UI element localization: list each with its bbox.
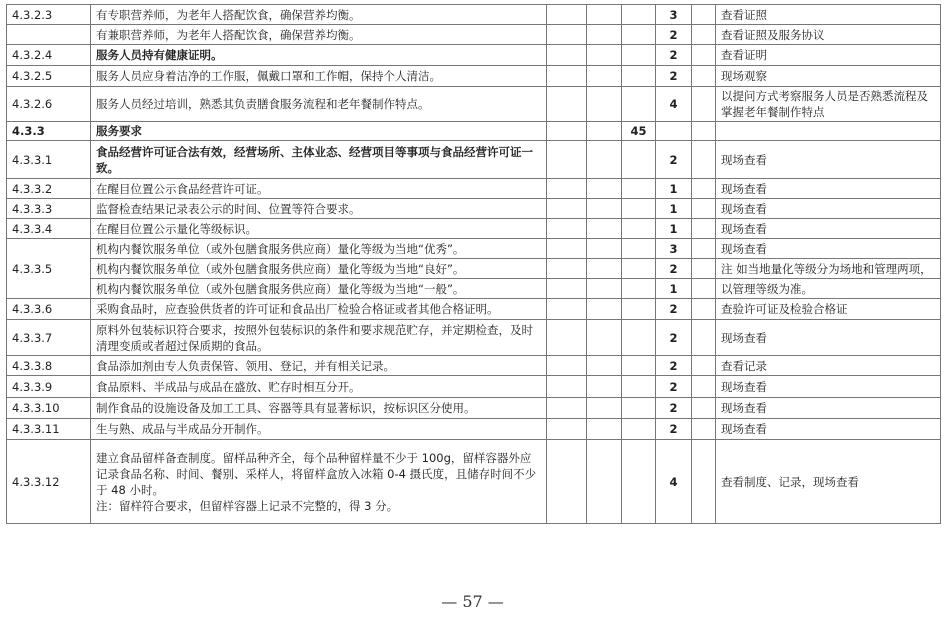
description-text: 服务人员持有健康证明。 xyxy=(96,48,223,62)
method-cell: 现场查看 xyxy=(716,239,941,259)
item-code: 4.3.3.5 xyxy=(7,239,91,299)
blank-cell xyxy=(587,199,622,219)
total-score-cell xyxy=(622,279,656,299)
method-cell: 现场查看 xyxy=(716,141,941,179)
blank-cell xyxy=(692,440,716,524)
scoring-table xyxy=(6,4,941,524)
total-score-cell xyxy=(622,45,656,66)
description-text: 食品经营许可证合法有效，经营场所、主体业态、经营项目等事项与食品经营许可证一致。 xyxy=(96,144,533,175)
blank-cell xyxy=(587,66,622,87)
method-cell: 查看证明 xyxy=(716,45,941,66)
total-score-cell xyxy=(622,87,656,122)
method-cell: 现场查看 xyxy=(716,199,941,219)
score-cell xyxy=(656,122,692,141)
description-text: 采购食品时，应查验供货者的许可证和食品出厂检验合格证或者其他合格证明。 xyxy=(96,302,499,316)
blank-cell xyxy=(692,66,716,87)
blank-cell xyxy=(587,45,622,66)
table-row xyxy=(7,141,941,179)
description-text: 机构内餐饮服务单位（或外包膳食服务供应商）量化等级为当地“优秀”。 xyxy=(96,241,465,256)
table-row xyxy=(7,122,941,141)
blank-cell xyxy=(547,66,587,87)
blank-cell xyxy=(587,398,622,419)
item-code: 4.3.3.7 xyxy=(7,320,91,356)
score-cell: 3 xyxy=(656,239,692,259)
item-description xyxy=(91,199,547,219)
item-description xyxy=(91,66,547,87)
blank-cell xyxy=(547,25,587,45)
item-code: 4.3.2.3 xyxy=(7,5,91,25)
description-text: 服务人员经过培训，熟悉其负责膳食服务流程和老年餐制作特点。 xyxy=(96,97,430,111)
blank-cell xyxy=(547,299,587,320)
score-cell: 4 xyxy=(656,440,692,524)
table-row xyxy=(7,5,941,25)
blank-cell xyxy=(692,141,716,179)
total-score-cell xyxy=(622,398,656,419)
description-text: 有兼职营养师，为老年人搭配饮食，确保营养均衡。 xyxy=(96,27,361,42)
total-score-cell xyxy=(622,259,656,279)
blank-cell xyxy=(587,5,622,25)
item-description xyxy=(91,419,547,440)
score-cell: 1 xyxy=(656,179,692,199)
blank-cell xyxy=(547,440,587,524)
description-text: 服务要求 xyxy=(96,124,142,138)
total-score-cell xyxy=(622,320,656,356)
item-code: 4.3.3.11 xyxy=(7,419,91,440)
item-description xyxy=(91,219,547,239)
table-row xyxy=(7,279,941,299)
method-cell: 以管理等级为准。 xyxy=(716,279,941,299)
blank-cell xyxy=(547,179,587,199)
item-code: 4.3.3.6 xyxy=(7,299,91,320)
table-row xyxy=(7,419,941,440)
total-score-cell xyxy=(622,440,656,524)
table-row xyxy=(7,239,941,259)
item-description xyxy=(91,376,547,398)
item-description xyxy=(91,279,547,299)
table-row xyxy=(7,440,941,524)
blank-cell xyxy=(547,320,587,356)
table-row xyxy=(7,219,941,239)
blank-cell xyxy=(692,199,716,219)
blank-cell xyxy=(587,87,622,122)
description-text: 服务人员应身着洁净的工作服，佩戴口罩和工作帽，保持个人清洁。 xyxy=(96,69,441,83)
score-cell: 2 xyxy=(656,398,692,419)
table-row xyxy=(7,179,941,199)
item-code: 4.3.3.10 xyxy=(7,398,91,419)
method-cell: 现场查看 xyxy=(716,219,941,239)
blank-cell xyxy=(547,141,587,179)
page-number: — 57 — xyxy=(441,592,504,611)
blank-cell xyxy=(547,376,587,398)
method-cell: 查看制度、记录，现场查看 xyxy=(716,440,941,524)
blank-cell xyxy=(692,259,716,279)
score-cell: 1 xyxy=(656,219,692,239)
blank-cell xyxy=(587,440,622,524)
description-text: 食品原料、半成品与成品在盛放、贮存时相互分开。 xyxy=(96,379,361,394)
total-score-cell xyxy=(622,219,656,239)
blank-cell xyxy=(692,25,716,45)
item-description xyxy=(91,356,547,376)
method-cell: 现场查看 xyxy=(716,419,941,440)
total-score-cell xyxy=(622,199,656,219)
score-cell: 2 xyxy=(656,259,692,279)
table-row xyxy=(7,87,941,122)
blank-cell xyxy=(692,45,716,66)
description-text: 在醒目位置公示量化等级标识。 xyxy=(96,221,257,236)
description-text: 有专职营养师，为老年人搭配饮食，确保营养均衡。 xyxy=(96,7,361,22)
method-cell: 查验许可证及检验合格证 xyxy=(716,299,941,320)
item-description xyxy=(91,259,547,279)
blank-cell xyxy=(547,199,587,219)
item-code: 4.3.3.4 xyxy=(7,219,91,239)
blank-cell xyxy=(587,419,622,440)
blank-cell xyxy=(587,376,622,398)
total-score-cell xyxy=(622,5,656,25)
item-code: 4.3.2.4 xyxy=(7,45,91,66)
score-cell: 2 xyxy=(656,376,692,398)
blank-cell xyxy=(692,179,716,199)
score-cell: 2 xyxy=(656,299,692,320)
score-cell: 1 xyxy=(656,199,692,219)
blank-cell xyxy=(547,259,587,279)
item-description xyxy=(91,320,547,356)
item-code: 4.3.2.5 xyxy=(7,66,91,87)
blank-cell xyxy=(692,239,716,259)
method-cell: 现场查看 xyxy=(716,398,941,419)
method-cell: 以提问方式考察服务人员是否熟悉流程及掌握老年餐制作特点 xyxy=(716,87,941,122)
table-row xyxy=(7,398,941,419)
item-code: 4.3.3.12 xyxy=(7,440,91,524)
description-text: 建立食品留样备查制度。留样品种齐全，每个品种留样量不少于 100g，留样容器外应记录食品名称、时间、餐别、采样人，将留样盒放入冰箱 0-4 摄氏度，且储存时间不少于 48 小时。 xyxy=(96,450,537,497)
total-score-cell xyxy=(622,299,656,320)
score-cell: 4 xyxy=(656,87,692,122)
score-cell: 2 xyxy=(656,356,692,376)
total-score-cell xyxy=(622,356,656,376)
total-score-cell xyxy=(622,66,656,87)
blank-cell xyxy=(587,122,622,141)
blank-cell xyxy=(587,279,622,299)
item-description xyxy=(91,299,547,320)
description-text: 制作食品的设施设备及加工工具、容器等具有显著标识，按标识区分使用。 xyxy=(96,401,476,415)
blank-cell xyxy=(547,45,587,66)
blank-cell xyxy=(547,279,587,299)
table-row xyxy=(7,356,941,376)
score-cell: 2 xyxy=(656,419,692,440)
item-code: 4.3.3.9 xyxy=(7,376,91,398)
blank-cell xyxy=(587,299,622,320)
score-cell: 2 xyxy=(656,141,692,179)
total-score-cell xyxy=(622,419,656,440)
item-description xyxy=(91,25,547,45)
blank-cell xyxy=(692,299,716,320)
blank-cell xyxy=(692,419,716,440)
item-description xyxy=(91,440,547,524)
item-code: 4.3.3.1 xyxy=(7,141,91,179)
table-row xyxy=(7,299,941,320)
score-cell: 1 xyxy=(656,279,692,299)
table-row xyxy=(7,259,941,279)
item-description xyxy=(91,5,547,25)
item-description xyxy=(91,179,547,199)
blank-cell xyxy=(587,259,622,279)
description-text: 机构内餐饮服务单位（或外包膳食服务供应商）量化等级为当地“一般”。 xyxy=(96,281,465,296)
blank-cell xyxy=(547,5,587,25)
method-cell: 查看证照 xyxy=(716,5,941,25)
item-code: 4.3.3.2 xyxy=(7,179,91,199)
blank-cell xyxy=(692,356,716,376)
table-row xyxy=(7,199,941,219)
item-description xyxy=(91,87,547,122)
blank-cell xyxy=(547,122,587,141)
blank-cell xyxy=(587,356,622,376)
score-cell: 2 xyxy=(656,320,692,356)
method-cell xyxy=(716,122,941,141)
method-cell: 现场观察 xyxy=(716,66,941,87)
score-cell: 2 xyxy=(656,25,692,45)
blank-cell xyxy=(587,179,622,199)
description-text: 在醒目位置公示食品经营许可证。 xyxy=(96,181,269,196)
item-description xyxy=(91,45,547,66)
description-text: 食品添加剂由专人负责保管、领用、登记，并有相关记录。 xyxy=(96,358,395,373)
total-score-cell xyxy=(622,25,656,45)
blank-cell xyxy=(547,87,587,122)
table-row xyxy=(7,66,941,87)
blank-cell xyxy=(692,376,716,398)
method-cell: 注 如当地量化等级分为场地和管理两项， xyxy=(716,259,941,279)
blank-cell xyxy=(547,239,587,259)
method-cell: 现场查看 xyxy=(716,179,941,199)
blank-cell xyxy=(587,219,622,239)
description-text: 生与熟、成品与半成品分开制作。 xyxy=(96,422,269,436)
table-row xyxy=(7,45,941,66)
blank-cell xyxy=(547,419,587,440)
item-code: 4.3.3 xyxy=(7,122,91,141)
table-row xyxy=(7,25,941,45)
blank-cell xyxy=(692,122,716,141)
total-score-cell: 45 xyxy=(622,122,656,141)
description-text: 监督检查结果记录表公示的时间、位置等符合要求。 xyxy=(96,201,361,216)
blank-cell xyxy=(587,25,622,45)
item-description xyxy=(91,239,547,259)
item-code xyxy=(7,25,91,45)
method-cell: 现场查看 xyxy=(716,320,941,356)
score-cell: 2 xyxy=(656,45,692,66)
description-text: 原料外包装标识符合要求，按照外包装标识的条件和要求规范贮存，并定期检查，及时清理变质或者超过保质期的食品。 xyxy=(96,322,533,353)
blank-cell xyxy=(547,219,587,239)
blank-cell xyxy=(692,219,716,239)
table-row xyxy=(7,320,941,356)
method-cell: 查看证照及服务协议 xyxy=(716,25,941,45)
item-description xyxy=(91,398,547,419)
blank-cell xyxy=(692,320,716,356)
blank-cell xyxy=(692,398,716,419)
table-row xyxy=(7,376,941,398)
total-score-cell xyxy=(622,179,656,199)
total-score-cell xyxy=(622,239,656,259)
item-description xyxy=(91,122,547,141)
item-code: 4.3.3.3 xyxy=(7,199,91,219)
item-code: 4.3.3.8 xyxy=(7,356,91,376)
description-note: 注：留样符合要求，但留样容器上记录不完整的，得 3 分。 xyxy=(96,498,399,513)
blank-cell xyxy=(587,239,622,259)
total-score-cell xyxy=(622,376,656,398)
score-cell: 3 xyxy=(656,5,692,25)
blank-cell xyxy=(587,141,622,179)
method-cell: 现场查看 xyxy=(716,376,941,398)
blank-cell xyxy=(692,5,716,25)
method-cell: 查看记录 xyxy=(716,356,941,376)
blank-cell xyxy=(692,279,716,299)
score-cell: 2 xyxy=(656,66,692,87)
blank-cell xyxy=(692,87,716,122)
blank-cell xyxy=(587,320,622,356)
item-description xyxy=(91,141,547,179)
blank-cell xyxy=(547,356,587,376)
total-score-cell xyxy=(622,141,656,179)
description-text: 机构内餐饮服务单位（或外包膳食服务供应商）量化等级为当地“良好”。 xyxy=(96,261,465,276)
blank-cell xyxy=(547,398,587,419)
item-code: 4.3.2.6 xyxy=(7,87,91,122)
